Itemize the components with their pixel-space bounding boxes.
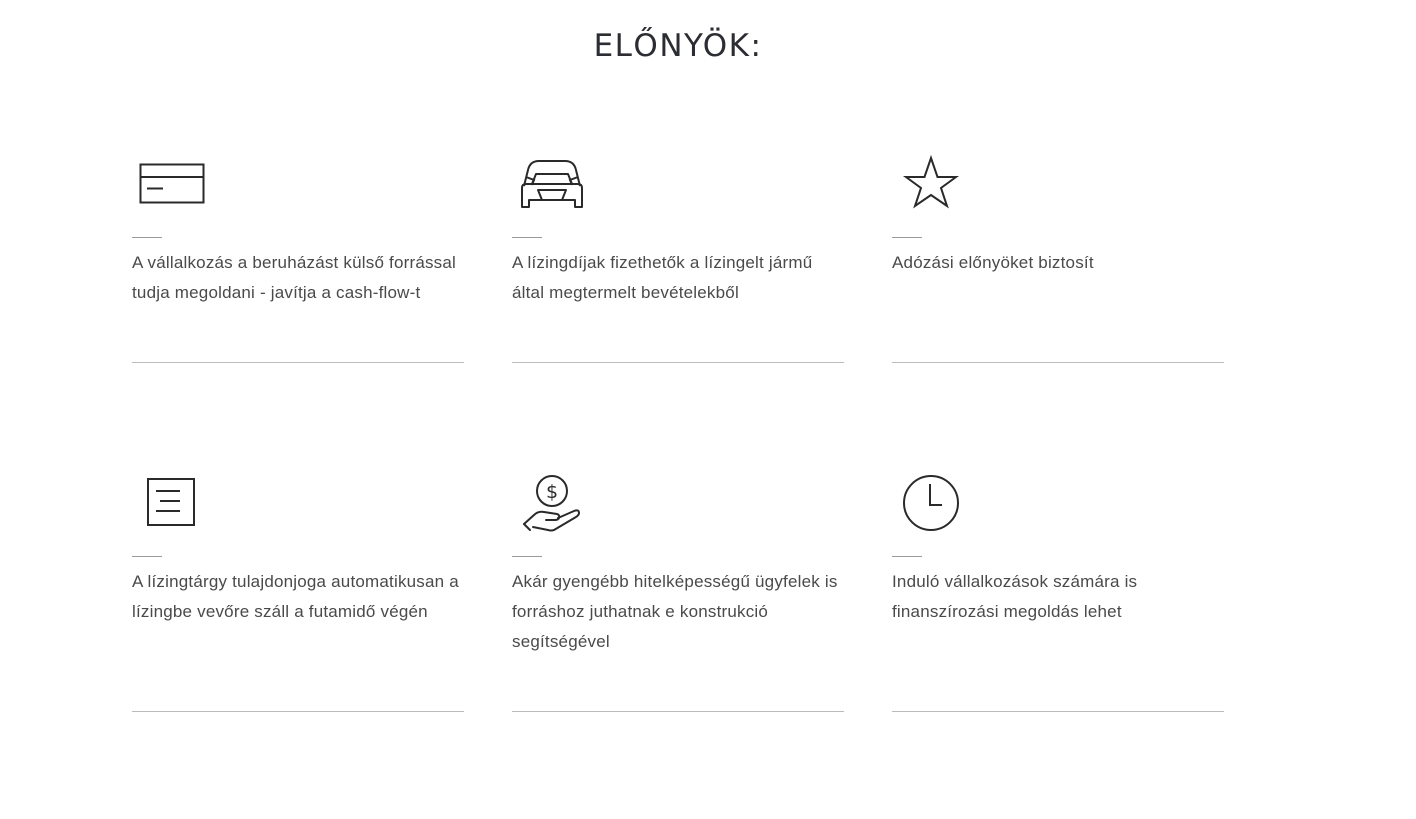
- card-divider: [512, 237, 542, 238]
- card-divider: [132, 237, 162, 238]
- benefit-text: Adózási előnyöket biztosít: [892, 253, 1094, 272]
- card-divider: [892, 556, 922, 557]
- benefit-text: A vállalkozás a beruházást külső forrással tudja megoldani - javítja a cash-flow-t: [132, 253, 457, 302]
- credit-card-icon: [132, 150, 212, 216]
- car-front-icon: [512, 150, 592, 216]
- card-bottom-rule: [512, 711, 844, 712]
- card-divider: [132, 556, 162, 557]
- benefit-card: [892, 469, 1224, 819]
- clock-icon: [892, 469, 972, 535]
- benefit-card: [892, 150, 1224, 363]
- benefit-text: A lízingdíjak fizethetők a lízingelt jármű által megtermelt bevételekből: [512, 253, 813, 302]
- star-icon: [892, 150, 972, 216]
- benefits-row-1: [132, 150, 1224, 363]
- card-bottom-rule: [892, 362, 1224, 363]
- card-divider: [512, 556, 542, 557]
- card-bottom-rule: [132, 362, 464, 363]
- card-bottom-rule: [892, 711, 1224, 712]
- benefit-card: [132, 150, 464, 363]
- hand-coin-dollar-icon: [512, 469, 592, 535]
- svg-text:$: $: [545, 481, 559, 503]
- benefit-text: A lízingtárgy tulajdonjoga automatikusan a lízingbe vevőre száll a futamidő végén: [132, 572, 459, 621]
- benefit-text: Akár gyengébb hitelképességű ügyfelek is forráshoz juthatnak e konstrukció segítségével: [512, 572, 838, 651]
- document-icon: [132, 469, 212, 535]
- benefit-card: [512, 469, 844, 819]
- benefit-card: [512, 150, 844, 363]
- card-divider: [892, 237, 922, 238]
- benefits-row-2: [132, 469, 1224, 819]
- benefit-card: [132, 469, 464, 819]
- benefit-text: Induló vállalkozások számára is finanszírozási megoldás lehet: [892, 572, 1138, 621]
- card-bottom-rule: [512, 362, 844, 363]
- card-bottom-rule: [132, 711, 464, 712]
- page-title: ELŐNYÖK:: [593, 28, 763, 64]
